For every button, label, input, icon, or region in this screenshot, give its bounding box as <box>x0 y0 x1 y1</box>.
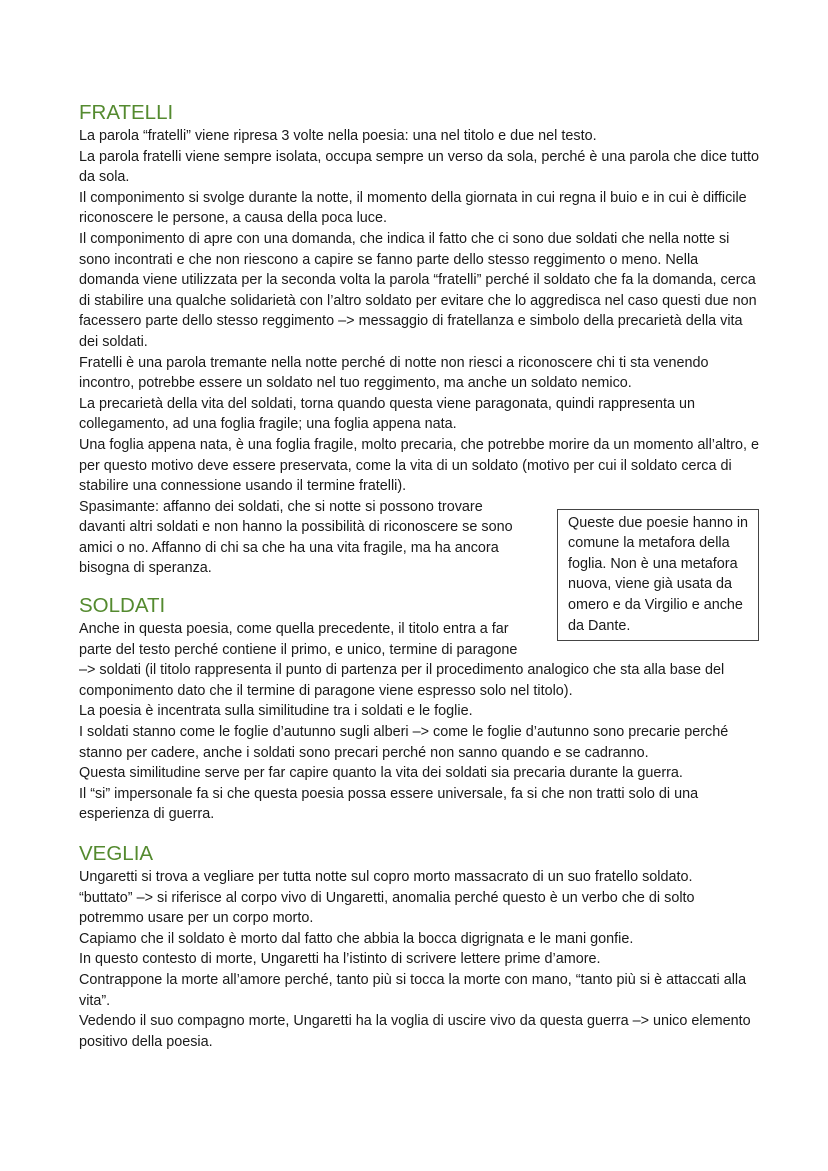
paragraph: La parola “fratelli” viene ripresa 3 volte nella poesia: una nel titolo e due nel testo. <box>79 128 597 144</box>
paragraph: La parola fratelli viene sempre isolata, occupa sempre un verso da sola, perché è una parola che dice tutto da sola. <box>79 148 759 186</box>
paragraph: Contrappone la morte all’amore perché, tanto più si tocca la morte con mano, “tanto più si è attaccati alla vita”. <box>79 971 747 1009</box>
paragraph: Vedendo il suo compagno morte, Ungaretti ha la voglia di uscire vivo da questa guerra –> unico elemento positivo della poesia. <box>79 1013 751 1050</box>
paragraph: Questa similitudine serve per far capire quanto la vita dei soldati sia precaria durante la guerra. <box>79 765 683 782</box>
paragraph: La poesia è incentrata sulla similitudine tra i soldati e le foglie. <box>79 703 473 720</box>
paragraph: I soldati stanno come le foglie d’autunno sugli alberi –> come le foglie d’autunno sono precarie perché stanno per cadere, anche i soldati sono precari perché non sanno quando e se cadranno. <box>79 724 729 761</box>
section-title-soldati: SOLDATI <box>79 594 166 618</box>
paragraph: Spasimante: affanno dei soldati, che si notte si possono trovare davanti altri soldati e non hanno la possibilità di riconoscere se sono amici o no. Affanno di chi sa che ha una vita fragile, ma ha ancora bisogna di speranza. <box>79 498 513 577</box>
section-title-veglia: VEGLIA <box>79 842 154 865</box>
document-content <box>79 100 759 1052</box>
paragraph: Ungaretti si trova a vegliare per tutta notte sul copro morto massacrato di un suo fratello soldato. <box>79 869 693 885</box>
paragraph: Capiamo che il soldato è morto dal fatto che abbia la bocca digrignata e le mani gonfie. <box>79 930 634 947</box>
section-veglia <box>79 841 759 1052</box>
paragraph: Il componimento si svolge durante la notte, il momento della giornata in cui regna il buio e in cui è difficile riconoscere le persone, a causa della poca luce. <box>79 189 747 227</box>
paragraph: Il componimento di apre con una domanda, che indica il fatto che ci sono due soldati che nella notte si sono incontrati e che non riescono a capire se fanno parte dello stesso reggimento o meno. Nella domanda viene utilizzata per la seconda volta la parola “fratelli” perché il soldato che fa la domanda, cerca di stabilire una qualche solidarietà con l’altro soldato per evitare che lo aggredisca nel caso questi due non facessero parte dello stesso reggimento –> messaggio di fratellanza e simbolo della precarietà della vita dei soldati. <box>79 230 757 350</box>
callout-box: Queste due poesie hanno in comune la metafora della foglia. Non è una metafora nuova, viene già usata da omero e da Virgilio e anche da Dante. <box>557 509 759 642</box>
paragraph: “buttato” –> si riferisce al corpo vivo di Ungaretti, anomalia perché questo è un verbo che di solto potremmo usare per un corpo morto. <box>79 889 695 927</box>
paragraph: Il “si” impersonale fa si che questa poesia possa essere universale, fa si che non tratti solo di una esperienza di guerra. <box>79 785 699 823</box>
section-fratelli <box>79 100 759 634</box>
paragraph: Fratelli è una parola tremante nella notte perché di notte non riesci a riconoscere chi ti sta venendo incontro, potrebbe essere un soldato nel tuo reggimento, ma anche un soldato nemico. <box>79 354 709 392</box>
section-title-fratelli: FRATELLI <box>79 101 174 124</box>
paragraph: Una foglia appena nata, è una foglia fragile, molto precaria, che potrebbe morire da un momento all’altro, e per questo motivo deve essere preservata, come la vita di un soldato (motivo per cui il soldato cerca di stabilire una connessione usando il termine fratelli). <box>79 436 759 495</box>
paragraph: In questo contesto di morte, Ungaretti ha l’istinto di scrivere lettere prime d’amore. <box>79 951 601 968</box>
paragraph: La precarietà della vita del soldati, torna quando questa viene paragonata, quindi rappresenta un collegamento, ad una foglia fragile; una foglia appena nata. <box>79 395 696 433</box>
paragraph: Anche in questa poesia, come quella precedente, il titolo entra a far parte del testo perché contiene il primo, e unico, termine di paragone –> soldati (il titolo rappresenta il punto di partenza per il procedimento analogico che sta alla base del componimento dato che il termine di paragone viene espresso solo nel titolo). <box>79 621 725 699</box>
